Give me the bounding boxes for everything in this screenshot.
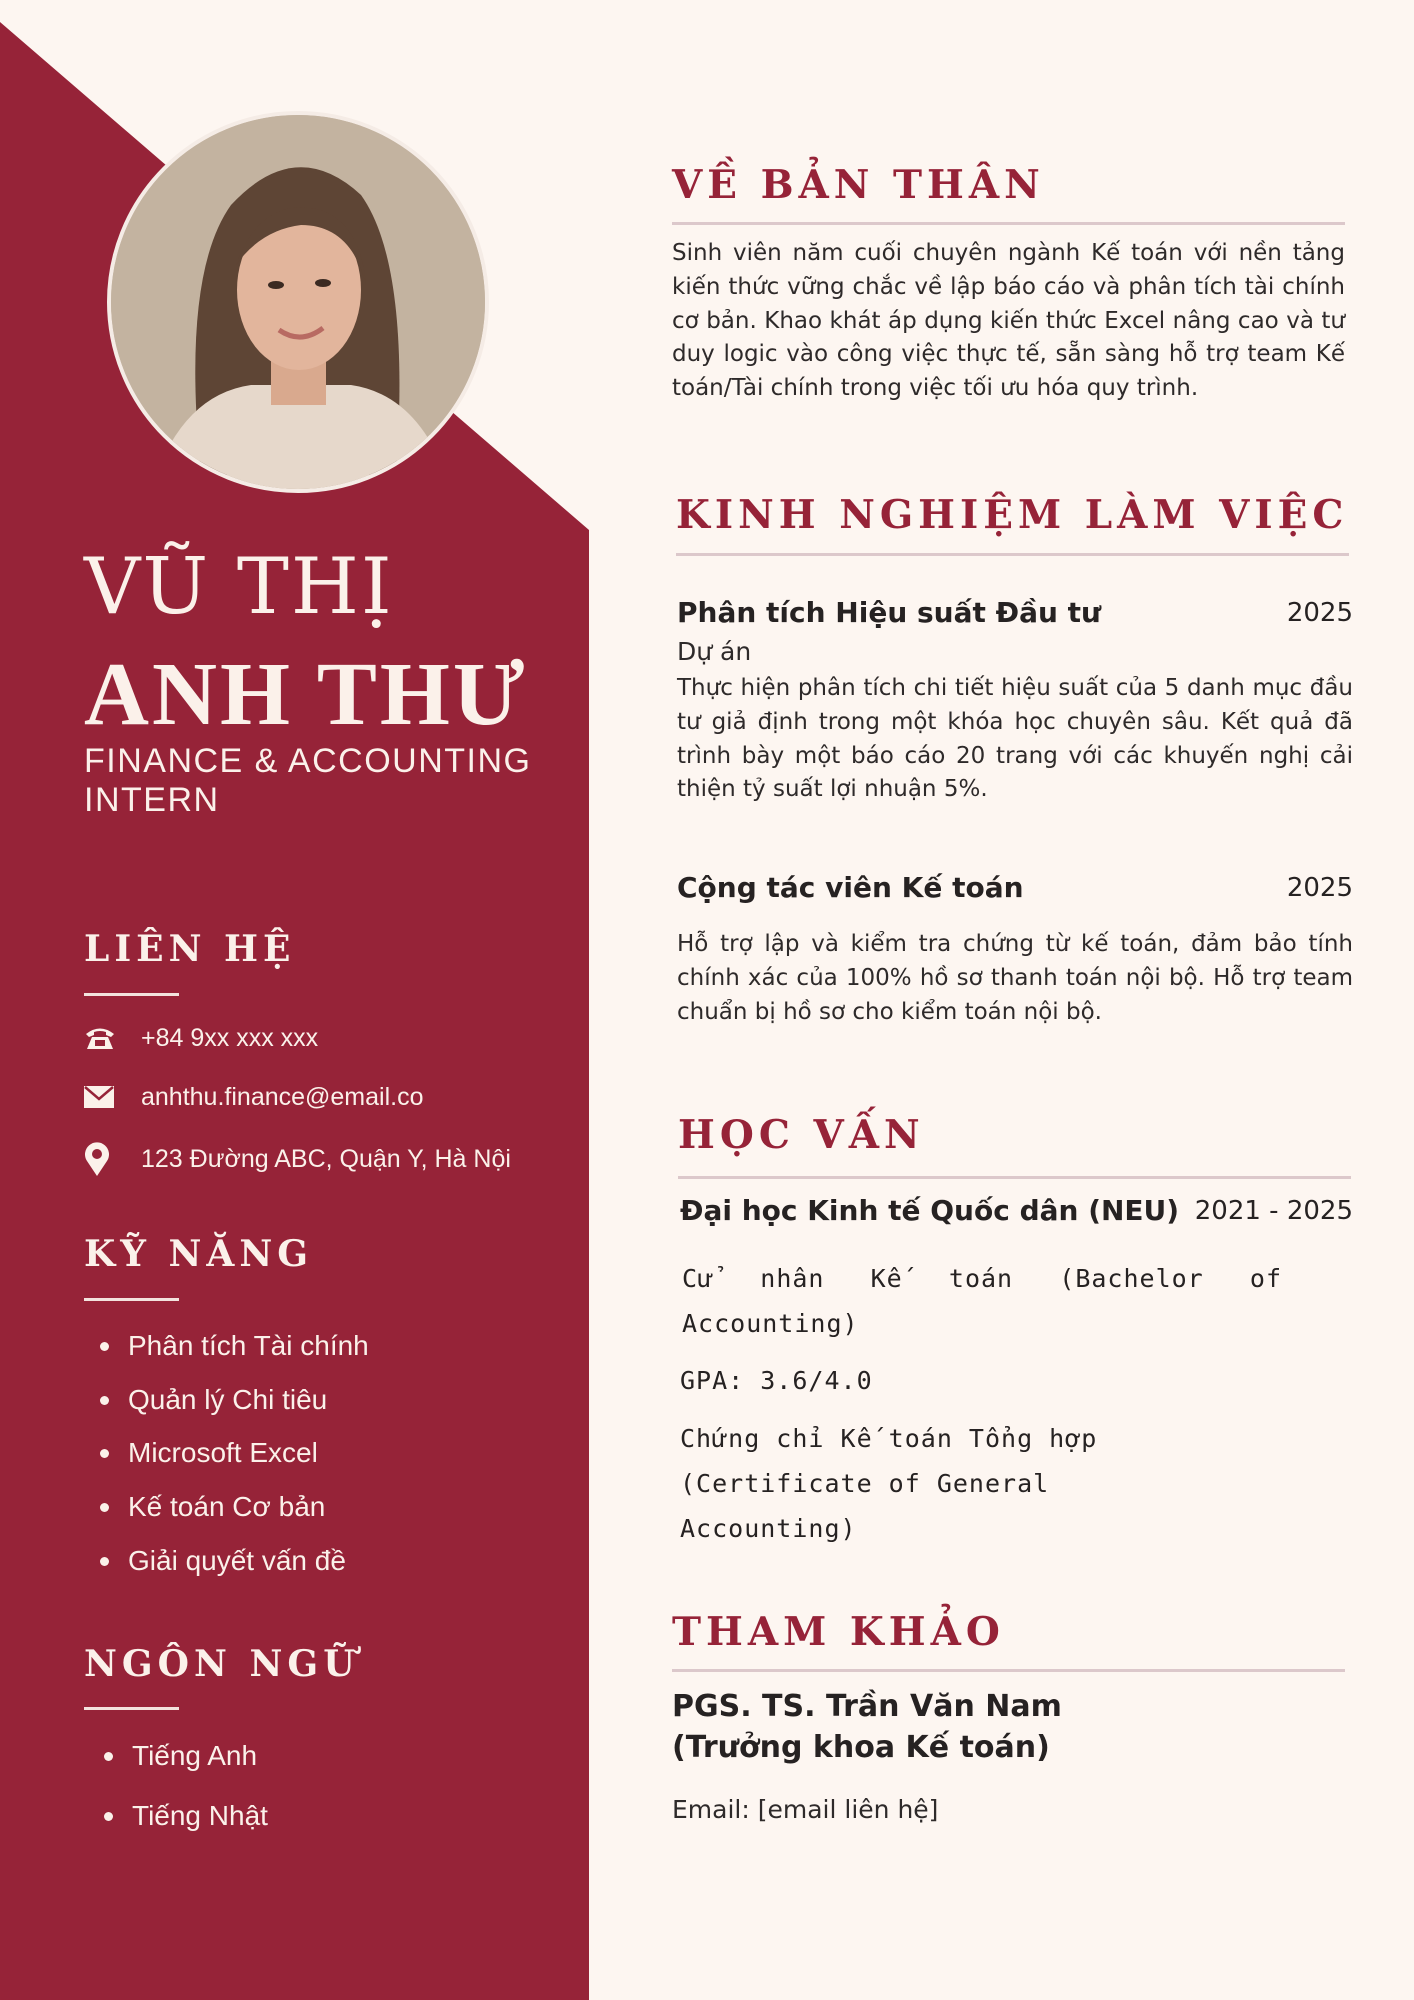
language-label: Tiếng Anh xyxy=(132,1740,258,1771)
about-divider xyxy=(672,222,1345,225)
bullet-icon xyxy=(100,1449,109,1458)
job-title: Phân tích Hiệu suất Đầu tư xyxy=(677,596,1101,629)
job-year: 2025 xyxy=(1286,598,1353,628)
education-heading: HỌC VẤN xyxy=(678,1112,925,1158)
skill-item xyxy=(100,1544,346,1578)
education-years: 2021 - 2025 xyxy=(1194,1196,1353,1226)
email-text: anhthu.finance@email.co xyxy=(141,1083,424,1111)
skill-label: Giải quyết vấn đề xyxy=(128,1545,346,1576)
job-description: Thực hiện phân tích chi tiết hiệu suất của 5 danh mục đầu tư giả định trong một khóa học chuyên sâu. Kết quả đã trình bày một báo cáo 20 trang với các khuyến nghị cải thiện tỷ suất lợi nhuận 5%. xyxy=(677,675,1353,803)
reference-email: Email: [email liên hệ] xyxy=(672,1795,939,1824)
languages-heading: NGÔN NGỮ xyxy=(84,1643,360,1685)
references-divider xyxy=(672,1669,1345,1672)
job-description: Hỗ trợ lập và kiểm tra chứng từ kế toán, đảm bảo tính chính xác của 100% hồ sơ thanh toán nội bộ. Hỗ trợ team chuẩn bị hồ sơ cho kiểm toán nội bộ. xyxy=(677,931,1353,1025)
name-second-line: ANH THƯ xyxy=(84,645,528,744)
bullet-icon xyxy=(100,1557,109,1566)
language-item xyxy=(104,1739,257,1773)
contact-heading: LIÊN HỆ xyxy=(84,928,296,970)
experience-heading: KINH NGHIỆM LÀM VIỆC xyxy=(676,492,1349,538)
references-heading: THAM KHẢO xyxy=(672,1609,1005,1655)
skill-label: Kế toán Cơ bản xyxy=(128,1491,326,1522)
contact-address xyxy=(84,1144,511,1174)
phone-icon xyxy=(84,1023,118,1053)
contact-email xyxy=(84,1082,424,1112)
job-title: Cộng tác viên Kế toán xyxy=(677,871,1024,904)
profile-photo xyxy=(107,111,489,493)
address-text: 123 Đường ABC, Quận Y, Hà Nội xyxy=(141,1145,511,1173)
skill-label: Microsoft Excel xyxy=(128,1437,318,1468)
skills-divider xyxy=(84,1298,179,1301)
bullet-icon xyxy=(104,1812,113,1821)
contact-divider xyxy=(84,993,179,996)
bullet-icon xyxy=(100,1396,109,1405)
reference-name: PGS. TS. Trần Văn Nam (Trưởng khoa Kế toán) xyxy=(672,1689,1062,1765)
bullet-icon xyxy=(100,1503,109,1512)
mail-icon xyxy=(84,1082,118,1112)
gpa: GPA: 3.6/4.0 xyxy=(680,1366,873,1395)
skills-heading: KỸ NĂNG xyxy=(84,1233,314,1275)
education-divider xyxy=(678,1176,1351,1179)
degree: Cử nhân Kế toán (Bachelor of Accounting) xyxy=(682,1264,1282,1338)
about-text: Sinh viên năm cuối chuyên ngành Kế toán với nền tảng kiến thức vững chắc về lập báo cáo và phân tích tài chính cơ bản. Khao khát áp dụng kiến thức Excel nâng cao và tư duy logic vào công việc thực tế, sẵn sàng hỗ trợ team Kế toán/Tài chính trong việc tối ưu hóa quy trình. xyxy=(672,240,1345,402)
skill-label: Phân tích Tài chính xyxy=(128,1330,369,1361)
job-type: Dự án xyxy=(677,637,752,666)
skill-item xyxy=(100,1436,318,1470)
skill-item xyxy=(100,1383,327,1417)
school-name: Đại học Kinh tế Quốc dân (NEU) xyxy=(680,1194,1180,1227)
experience-divider xyxy=(676,553,1349,556)
job-role: FINANCE & ACCOUNTING INTERN xyxy=(84,742,532,819)
bullet-icon xyxy=(100,1342,109,1351)
contact-phone xyxy=(84,1023,318,1053)
skill-item xyxy=(100,1490,325,1524)
language-item xyxy=(104,1799,268,1833)
name-first-line: VŨ THỊ xyxy=(84,542,394,632)
bullet-icon xyxy=(104,1752,113,1761)
job-year: 2025 xyxy=(1286,873,1353,903)
location-pin-icon xyxy=(84,1144,118,1174)
certificate: Chứng chỉ Kế toán Tổng hợp (Certificate of General Accounting) xyxy=(680,1424,1098,1543)
skill-item xyxy=(100,1329,369,1363)
skill-label: Quản lý Chi tiêu xyxy=(128,1384,328,1415)
about-heading: VỀ BẢN THÂN xyxy=(672,162,1045,208)
languages-divider xyxy=(84,1707,179,1710)
phone-text: +84 9xx xxx xxx xyxy=(141,1024,319,1052)
language-label: Tiếng Nhật xyxy=(132,1800,268,1831)
